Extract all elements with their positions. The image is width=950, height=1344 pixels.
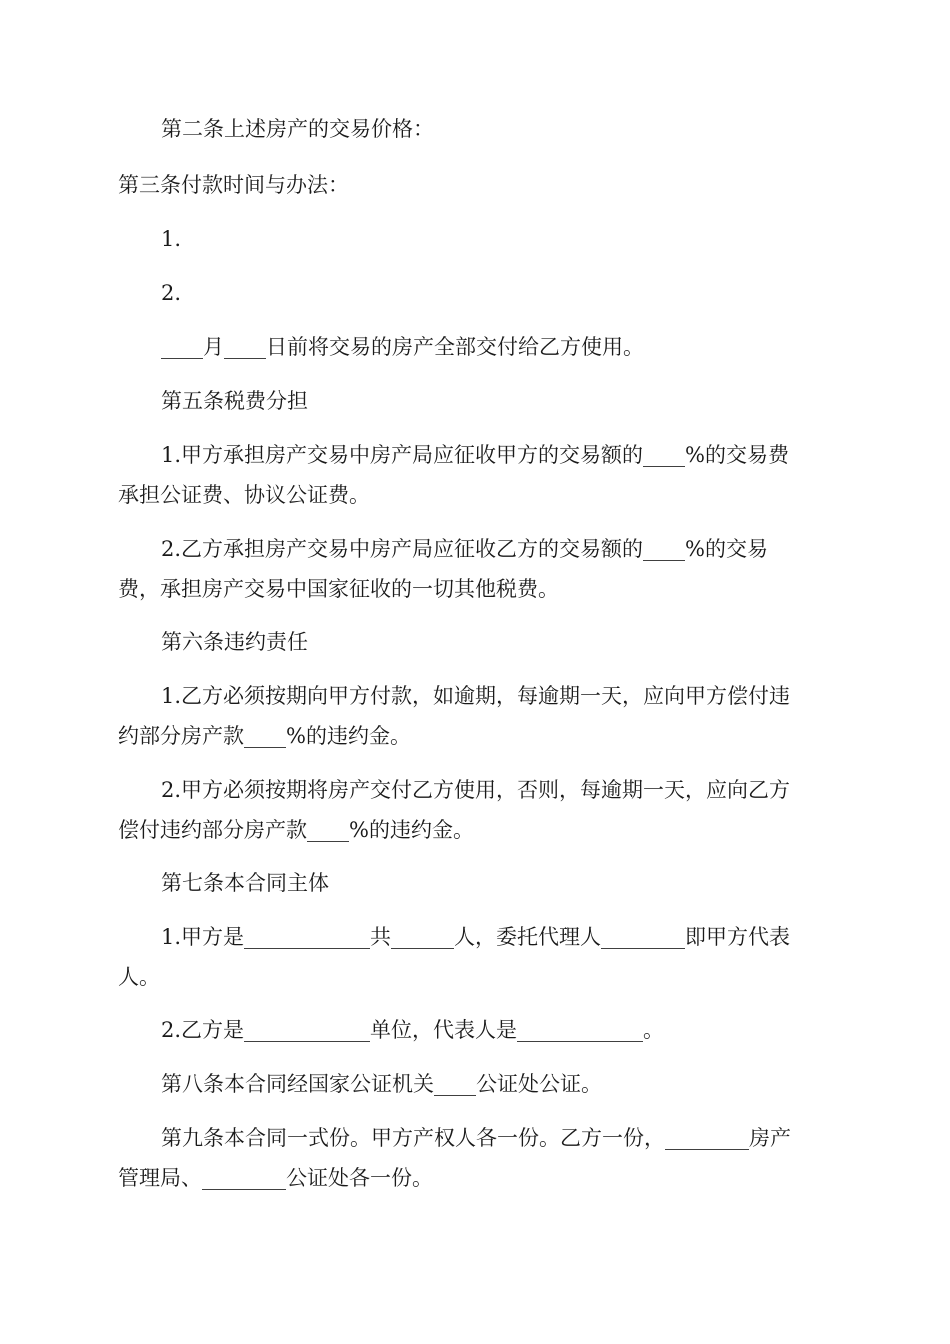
- paragraph-line: 2.甲方必须按期将房产交付乙方使用，否则，每逾期一天，应向乙方: [161, 778, 791, 802]
- paragraph-line: 1.乙方必须按期向甲方付款，如逾期，每逾期一天，应向甲方偿付违: [161, 684, 791, 708]
- paragraph-line: 1.: [161, 227, 182, 251]
- paragraph-line: 2.乙方承担房产交易中房产局应征收乙方的交易额的____%的交易: [161, 537, 768, 561]
- paragraph-article-9: [118, 1118, 834, 1278]
- paragraph-line: 约部分房产款____%的违约金。: [118, 724, 411, 748]
- paragraph-line: 1.甲方承担房产交易中房产局应征收甲方的交易额的____%的交易费: [161, 443, 789, 467]
- paragraph-line: 第八条本合同经国家公证机关____公证处公证。: [161, 1072, 602, 1096]
- paragraph-line: 管理局、________公证处各一份。: [118, 1166, 433, 1190]
- paragraph-line: 第七条本合同主体: [161, 871, 329, 895]
- paragraph-line: 2.: [161, 281, 182, 305]
- paragraph-line: 偿付违约部分房产款____%的违约金。: [118, 818, 474, 842]
- paragraph-line: 第三条付款时间与办法：: [118, 173, 349, 197]
- paragraph-line: 第五条税费分担: [161, 389, 308, 413]
- paragraph-line: ____月____日前将交易的房产全部交付给乙方使用。: [161, 335, 644, 359]
- paragraph-line: 承担公证费、协议公证费。: [118, 483, 370, 507]
- paragraph-line: 人。: [118, 965, 160, 989]
- paragraph-line: 第六条违约责任: [161, 630, 308, 654]
- paragraph-line: 第二条上述房产的交易价格：: [161, 117, 434, 141]
- paragraph-line: 1.甲方是____________共______人，委托代理人________即甲方代表: [161, 925, 791, 949]
- paragraph-line: 费，承担房产交易中国家征收的一切其他税费。: [118, 577, 559, 601]
- paragraph-line: 2.乙方是____________单位，代表人是____________。: [161, 1018, 665, 1042]
- paragraph-line: 第九条本合同一式份。甲方产权人各一份。乙方一份，________房产: [161, 1126, 791, 1150]
